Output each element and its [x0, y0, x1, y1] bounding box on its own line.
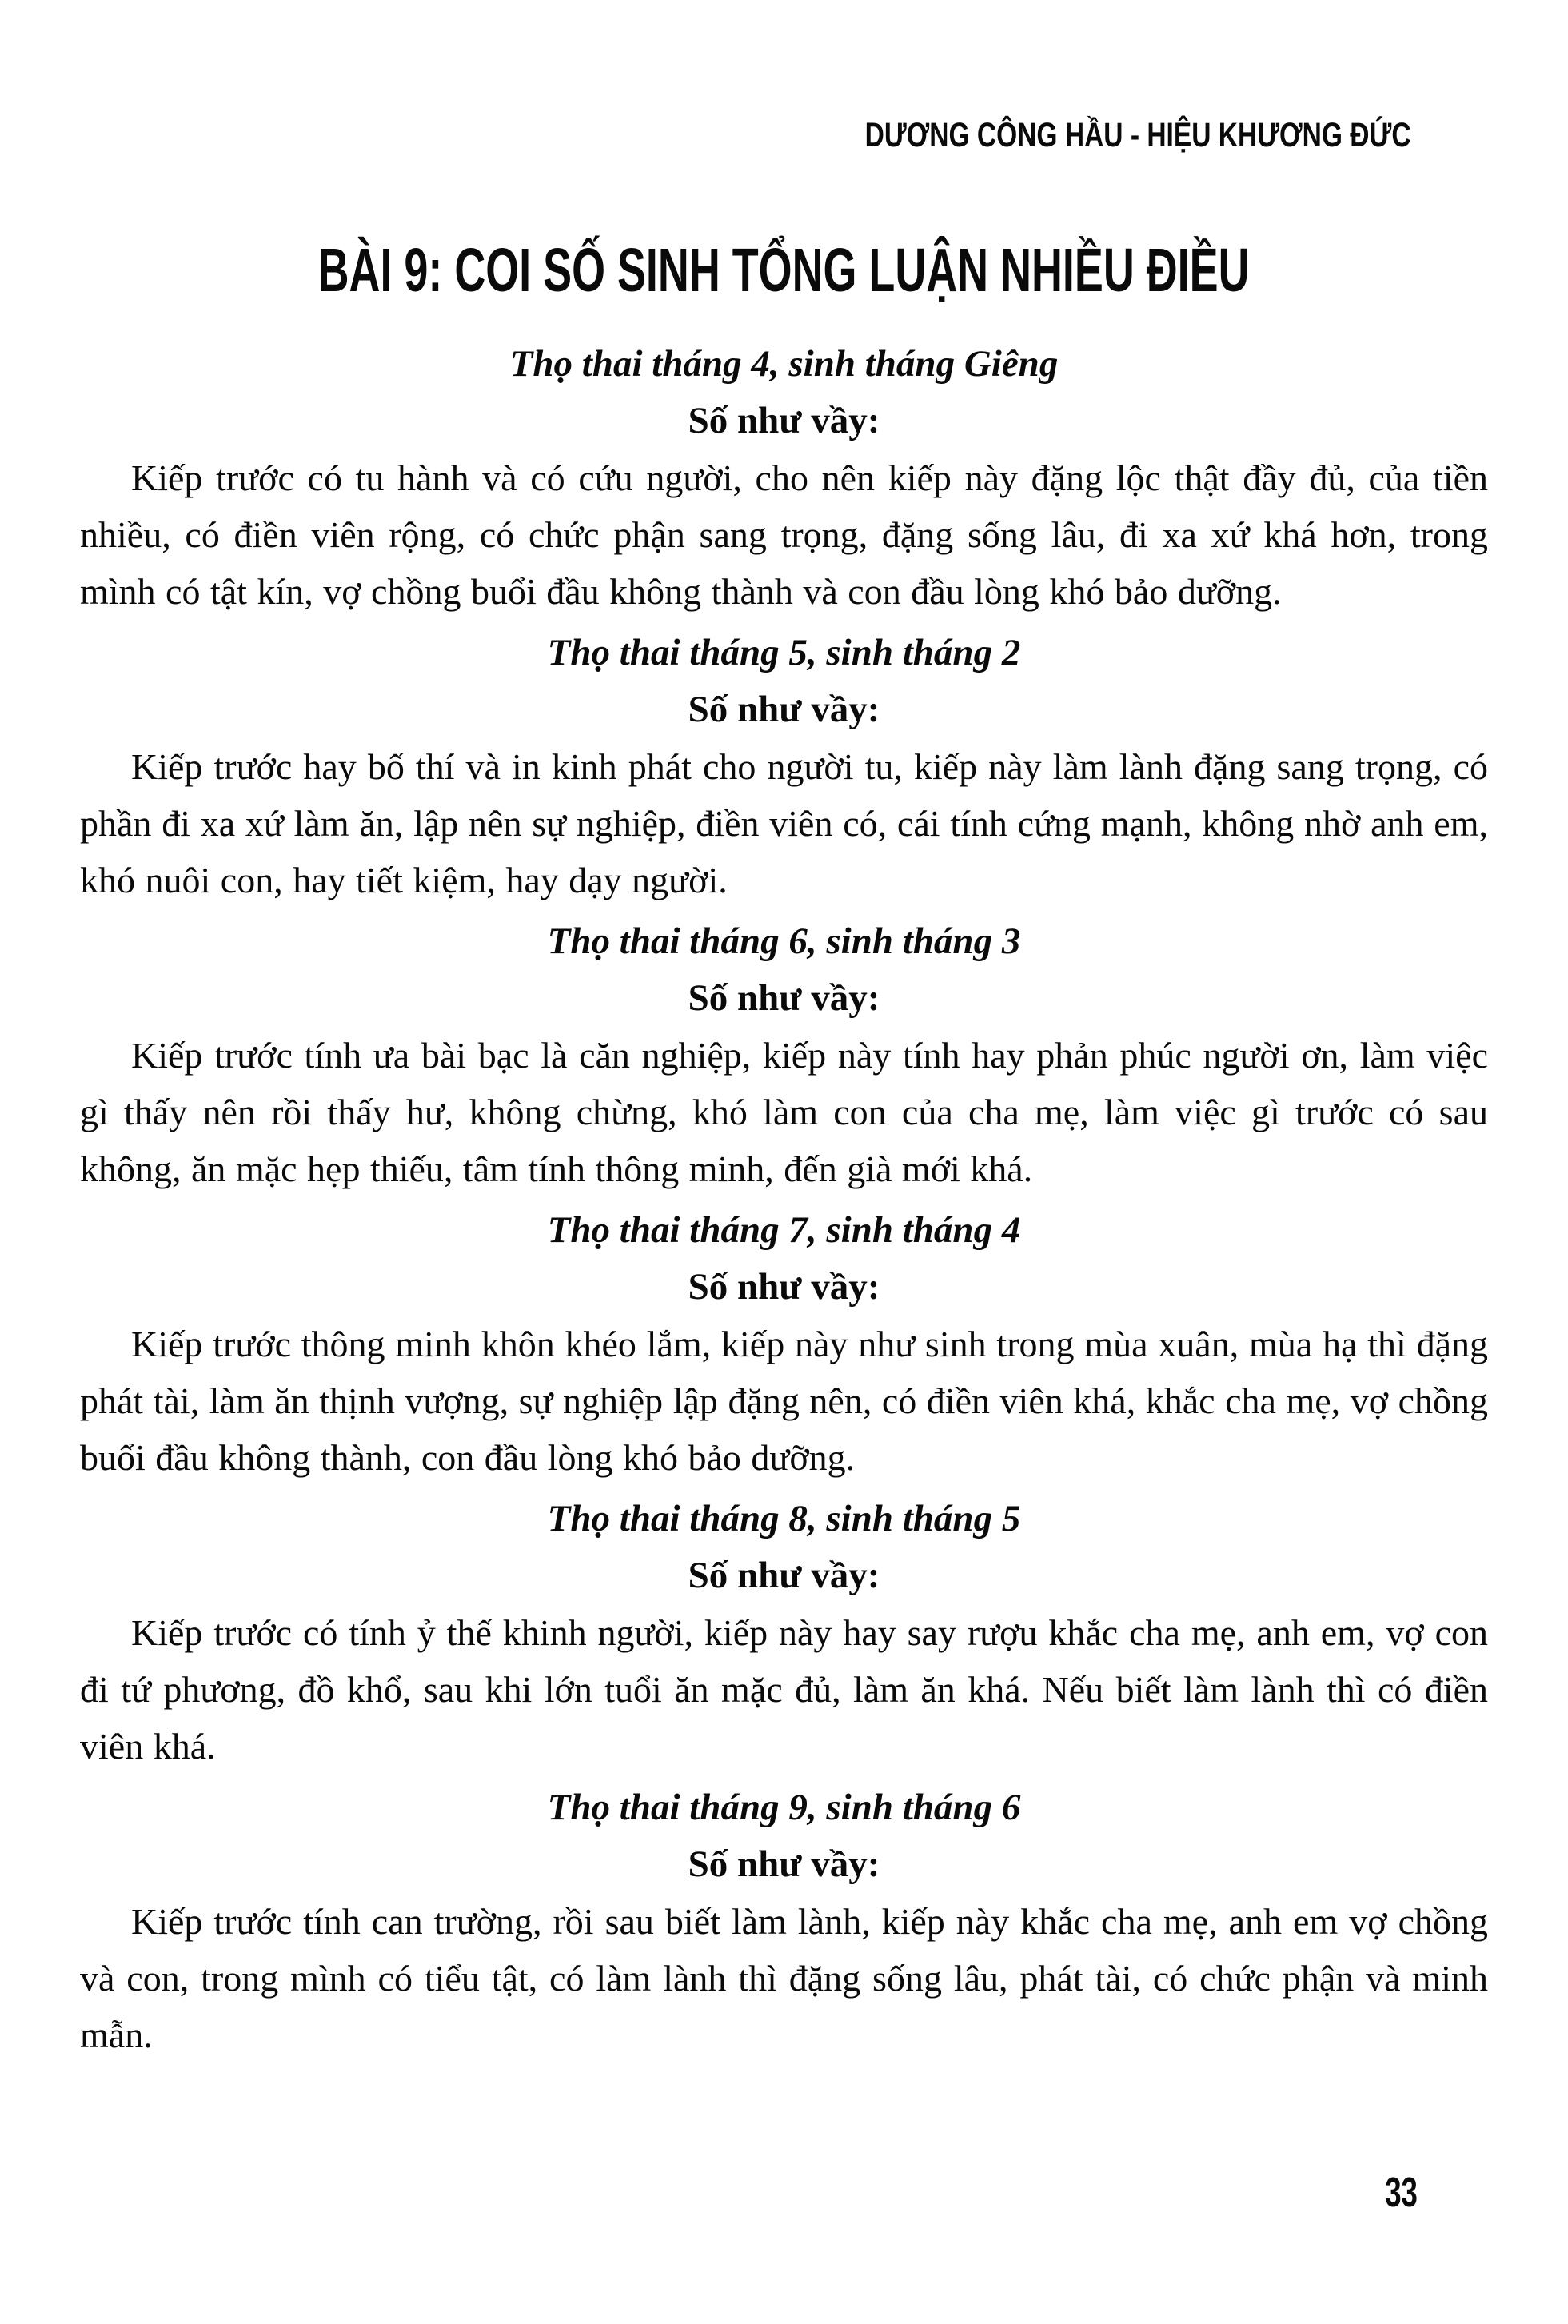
section-heading: Thọ thai tháng 7, sinh tháng 4 — [547, 1209, 1021, 1251]
section-heading: Thọ thai tháng 8, sinh tháng 5 — [547, 1498, 1021, 1539]
page-number: 33 — [1385, 2170, 1418, 2216]
section-subheading: Số như vầy: — [688, 689, 880, 730]
fortune-section — [80, 1779, 1488, 2063]
fortune-section — [80, 1491, 1488, 1775]
fortune-section — [80, 336, 1488, 620]
section-body-paragraph: Kiếp trước hay bố thí và in kinh phát cho người tu, kiếp này làm lành đặng sang trọng, có phần đi xa xứ làm ăn, lập nên sự nghiệp, điền viên có, cái tính cứng mạnh, không nhờ anh em, khó nuôi con, hay tiết kiệm, hay dạy người. — [80, 746, 1488, 900]
section-body-paragraph: Kiếp trước có tu hành và có cứu người, cho nên kiếp này đặng lộc thật đầy đủ, của tiền nhiều, có điền viên rộng, có chức phận sang trọng, đặng sống lâu, đi xa xứ khá hơn, trong mình có tật kín, vợ chồng buổi đầu không thành và con đầu lòng khó bảo dưỡng. — [80, 457, 1488, 612]
running-header — [0, 0, 1568, 153]
sections — [80, 336, 1488, 2063]
section-heading: Thọ thai tháng 9, sinh tháng 6 — [547, 1787, 1021, 1828]
fortune-section — [80, 625, 1488, 908]
fortune-section — [80, 913, 1488, 1197]
section-subheading: Số như vầy: — [688, 1843, 880, 1885]
section-body-paragraph: Kiếp trước tính ưa bài bạc là căn nghiệp, kiếp này tính hay phản phúc người ơn, làm việc gì thấy nên rồi thấy hư, không chừng, khó làm con của cha mẹ, làm việc gì trước có sau không, ăn mặc hẹp thiếu, tâm tính thông minh, đến già mới khá. — [80, 1035, 1488, 1189]
section-subheading: Số như vầy: — [688, 400, 880, 441]
chapter-title-row — [0, 236, 1568, 305]
section-body-paragraph: Kiếp trước có tính ỷ thế khinh người, kiếp này hay say rượu khắc cha mẹ, anh em, vợ con đi tứ phương, đồ khổ, sau khi lớn tuổi ăn mặc đủ, làm ăn khá. Nếu biết làm lành thì có điền viên khá. — [80, 1612, 1488, 1767]
section-body-paragraph: Kiếp trước tính can trường, rồi sau biết làm lành, kiếp này khắc cha mẹ, anh em vợ chồng và con, trong mình có tiểu tật, có làm lành thì đặng sống lâu, phát tài, có chức phận và minh mẫn. — [80, 1901, 1488, 2055]
section-subheading: Số như vầy: — [688, 977, 880, 1019]
section-heading: Thọ thai tháng 5, sinh tháng 2 — [547, 632, 1021, 673]
section-heading: Thọ thai tháng 4, sinh tháng Giêng — [509, 343, 1059, 385]
running-header-text: DƯƠNG CÔNG HẦU - HIỆU KHƯƠNG ĐỨC — [865, 116, 1411, 154]
chapter-title: BÀI 9: COI SỐ SINH TỔNG LUẬN NHIỀU ĐIỀU — [318, 236, 1250, 305]
section-subheading: Số như vầy: — [688, 1555, 880, 1596]
fortune-section — [80, 1202, 1488, 1486]
section-heading: Thọ thai tháng 6, sinh tháng 3 — [547, 920, 1021, 962]
section-subheading: Số như vầy: — [688, 1266, 880, 1308]
section-body-paragraph: Kiếp trước thông minh khôn khéo lắm, kiếp này như sinh trong mùa xuân, mùa hạ thì đặng phát tài, làm ăn thịnh vượng, sự nghiệp lập đặng nên, có điền viên khá, khắc cha mẹ, vợ chồng buổi đầu không thành, con đầu lòng khó bảo dưỡng. — [80, 1324, 1488, 1478]
